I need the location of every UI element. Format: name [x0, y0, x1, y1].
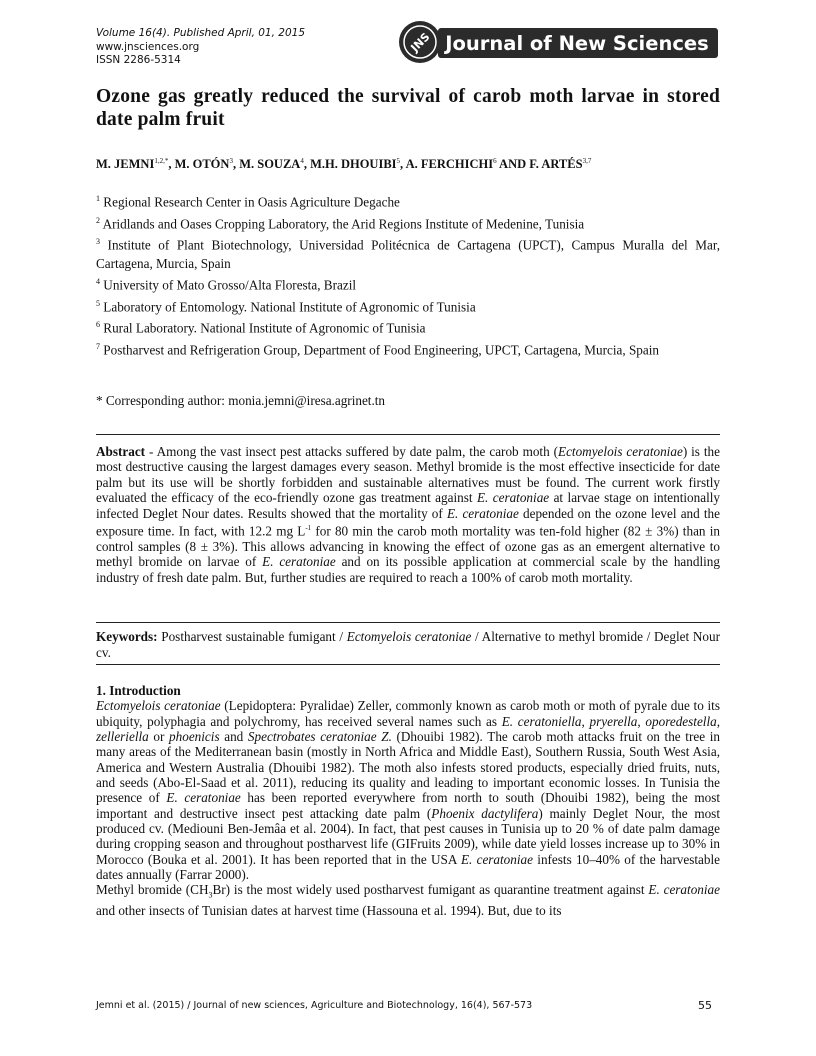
affiliation-item: $^3$ Institute of Plant Biotechnology, Universidad Politécnica de Cartagena (UPCT), Campus Muralla del Mar, Cartagena, Murcia, Spain	[96, 237, 720, 271]
body-paragraph: Methyl bromide $(CH_3Br)$ is the most widely used postharvest fumigant as quarantine treatment against E. ceratoniae and other insects of Tunisian dates at harvest time (Hassouna et al. 1994). But, due to its	[96, 882, 720, 919]
author-name: F. ARTÉS	[529, 157, 583, 172]
logo-badge-text: JNS	[408, 30, 433, 55]
journal-logo	[398, 16, 720, 68]
journal-website: www.jnsciences.org	[96, 40, 200, 53]
affiliation-list	[96, 190, 720, 359]
affiliation-item: $^1$ Regional Research Center in Oasis Agriculture Degache	[96, 194, 400, 210]
author-name: M. SOUZA	[239, 157, 301, 172]
keywords: Keywords: Postharvest sustainable fumigant / Ectomyelois ceratoniae / Alternative to methyl bromide / Deglet Nour cv.	[96, 629, 720, 660]
author-list: M. $JEMNI^{1,2,*}$, M. OTÓN$^3$, M. SOUZA$^4$, M.H. DHOUIBI$^5$, A. FERCHICHI$^6$ AND F. ARTÉS$^{3,7}$	[96, 157, 592, 172]
keywords-bottom-divider	[96, 664, 720, 665]
affiliation-item: $^7$ Postharvest and Refrigeration Group, Department of Food Engineering, UPCT, Cartagena, Murcia, Spain	[96, 341, 659, 358]
paper-title: Ozone gas greatly reduced the survival of carob moth larvae in stored date palm fruit	[96, 86, 720, 130]
page-number: 55	[698, 999, 712, 1012]
keywords-label: Keywords:	[96, 629, 158, 644]
body-paragraph: Ectomyelois ceratoniae (Lepidoptera: Pyralidae) Zeller, commonly known as carob moth or moth of pyrale due to its ubiquity, polyphagia and polychromy, has received several names such as E. ceratoniella, pryerella, oporedestella, zelleriella or phoenicis and Spectrobates ceratoniae Z. (Dhouibi 1982). The carob moth attacks fruit on the tree in many areas of the Mediterranean basin (mostly in North Africa and Middle East), Southern Russia, South West Asia, America and Western Australia (Dhouibi 1982). The moth also infests stored products, especially dried fruits, nuts, and seeds (Abo-El-Saad et al. 2011), reducing its quality and leading to important economic losses. In Tunisia the presence of E. ceratoniae has been reported everywhere from north to south (Dhouibi 1982), being the most important and destructive insect pest attacking date palm (Phoenix dactylifera) mainly Deglet Nour, the most produced cv. (Mediouni Ben-Jemâa et al. 2004). In fact, that pest causes in Tunisia up to 20 % of date palm damage during cropping season and throughout postharvest life (GIFruits 2009), while date yield losses increase up to 30% in Morocco (Bouka et al. 2001). It has been reported that in the USA E. ceratoniae infests 10–40% of the harvestable dates annually (Farrar 2000).	[96, 698, 721, 883]
journal-header-meta	[96, 27, 305, 68]
abstract-label: Abstract	[96, 444, 146, 459]
author-name: A. FERCHICHI	[405, 157, 494, 172]
journal-name: Journal of New Sciences	[445, 32, 709, 55]
jns-badge-icon	[399, 21, 441, 63]
abstract-top-divider	[96, 434, 720, 435]
affiliation-item: $^2$ Aridlands and Oases Cropping Laboratory, the Arid Regions Institute of Medenine, Tunisia	[96, 215, 585, 231]
author-name: M.H. DHOUIBI	[310, 157, 397, 172]
volume-info: Volume 16(4). Published April, 01, 2015	[96, 27, 306, 39]
author-name: M. JEMNI	[96, 157, 155, 172]
issn: ISSN 2286-5314	[96, 54, 181, 66]
introduction-section	[96, 683, 720, 919]
affiliation-item: $^4$ University of Mato Grosso/Alta Floresta, Brazil	[96, 276, 357, 293]
footer-citation: Jemni et al. (2015) / Journal of new sciences, Agriculture and Biotechnology, 16(4), 567-573	[96, 1000, 533, 1011]
section-heading: 1. Introduction	[96, 683, 181, 698]
affiliation-item: $^6$ Rural Laboratory. National Institute of Agronomic of Tunisia	[96, 320, 426, 336]
affiliation-item: $^5$ Laboratory of Entomology. National Institute of Agronomic of Tunisia	[96, 298, 476, 314]
abstract: Abstract - Among the vast insect pest attacks suffered by date palm, the carob moth (Ectomyelois ceratoniae) is the most destructive causing the largest damages every season. Methyl bromide is the most effective insecticide for date palm but its use will be shortly forbidden and sustainable alternatives must be found. The current work firstly evaluated the efficacy of the eco-friendly ozone gas treatment against E. ceratoniae at larvae stage on intentionally infected Deglet Nour dates. Results showed that the mortality of E. ceratoniae depended on the ozone level and the exposure time. In fact, with 12.2 mg $L^{-1}$ for 80 min the carob moth mortality was ten-fold higher (82 ± 3%) than in control samples (8 ± 3%). This allows advancing in knowing the effect of ozone gas as an emergent alternative to methyl bromide on larvae of E. ceratoniae and on its possible application at commercial scale by the handling industry of fresh date palm. But, further studies are required to reach a 100% of carob moth mortality.	[96, 444, 720, 585]
corresponding-author: * Corresponding author: monia.jemni@iresa.agrinet.tn	[96, 393, 386, 408]
keywords-top-divider	[96, 622, 720, 623]
author-name: M. OTÓN	[174, 157, 230, 172]
